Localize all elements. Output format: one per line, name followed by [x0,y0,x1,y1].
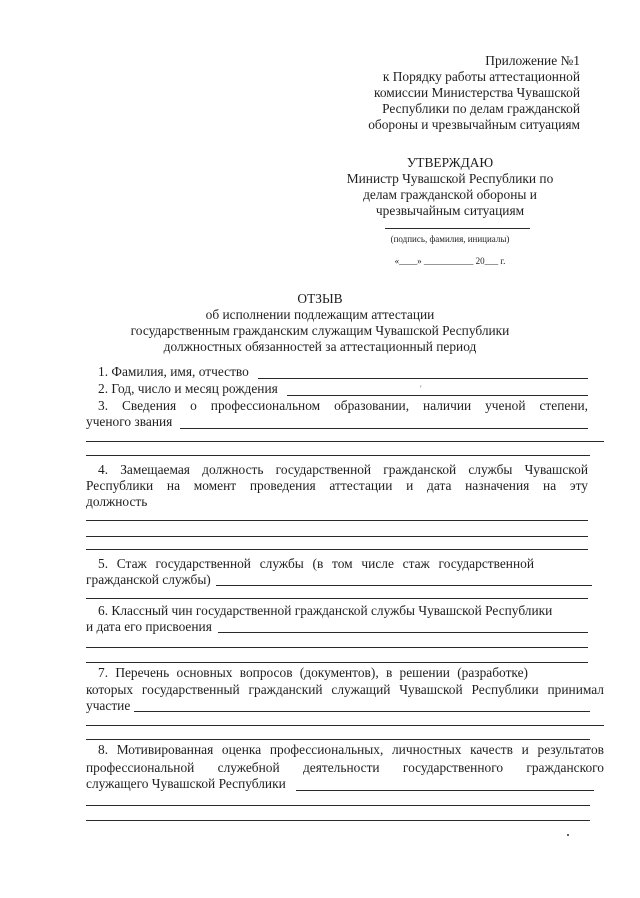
item-5-extra-line[interactable] [86,598,588,599]
doc-subtitle-3: должностных обязанностей за аттестационный период [163,339,477,354]
item-8-line-3: служащего Чувашской Республики [86,776,286,791]
signature-line [385,228,530,229]
item-4-field-3[interactable] [86,549,588,550]
item-4-line-1: 4. Замещаемая должность государственной гражданской службы Чувашской [98,462,588,477]
item-8-line-2: профессиональной служебной деятельности государственного гражданского [86,760,604,775]
item-4-line-2: Республики на момент проведения аттестации и дата назначения на эту [86,478,588,493]
item-7-line-2: которых государственный гражданский служащий Чувашской Республики принимал [86,682,604,697]
item-3-line-1: 3. Сведения о профессиональном образовании, наличии ученой степени, [98,398,588,413]
item-1-field[interactable] [258,378,588,379]
item-6-field[interactable] [218,632,588,633]
appendix-line-5: обороны и чрезвычайным ситуациям [368,117,580,132]
item-5-line-1: 5. Стаж государственной службы (в том числе стаж государственной [98,556,534,571]
appendix-line-3: комиссии Министерства Чувашской [374,85,580,100]
approve-title: УТВЕРЖДАЮ [406,155,494,170]
approve-line-1: Министр Чувашской Республики по [346,171,554,186]
doc-title: ОТЗЫВ [297,291,343,306]
item-4-field-1[interactable] [86,520,588,521]
scan-speck [567,834,569,836]
approve-line-2: делам гражданской обороны и [363,187,537,202]
item-5-field[interactable] [216,585,592,586]
item-5-line-2: гражданской службы) [86,572,211,587]
item-7-extra-line-2[interactable] [86,739,590,740]
item-6-extra-line-1[interactable] [86,647,588,648]
item-3-extra-line-1[interactable] [86,441,604,442]
item-2-field[interactable] [287,395,588,396]
item-4-field-2[interactable] [86,536,588,537]
item-8-line-1: 8. Мотивированная оценка профессиональных, личностных качеств и результатов [98,742,604,757]
item-3-extra-line-2[interactable] [86,455,590,456]
item-7-field[interactable] [134,711,590,712]
stray-mark: ʹ [420,384,422,393]
item-4-line-3: должность [86,494,148,509]
appendix-line-4: Республики по делам гражданской [382,101,580,116]
item-6-line-1: 6. Классный чин государственной гражданской службы Чувашской Республики [98,603,553,618]
item-7-extra-line-1[interactable] [86,725,604,726]
item-7-line-3: участие [86,698,131,713]
item-8-field[interactable] [296,790,594,791]
item-8-extra-line-1[interactable] [86,805,590,806]
item-6-extra-line-2[interactable] [86,662,588,663]
item-2-label: 2. Год, число и месяц рождения [98,381,278,396]
item-8-extra-line-2[interactable] [86,820,590,821]
signature-caption: (подпись, фамилия, инициалы) [390,234,510,244]
item-3-field[interactable] [180,428,588,429]
appendix-line-1: Приложение №1 [485,53,580,68]
doc-subtitle-2: государственным гражданским служащим Чувашской Республики [130,323,510,338]
appendix-line-2: к Порядку работы аттестационной [382,69,580,84]
doc-subtitle-1: об исполнении подлежащим аттестации [205,307,435,322]
item-7-line-1: 7. Перечень основных вопросов (документов), в решении (разработке) [98,665,528,680]
item-3-line-2: ученого звания [86,414,173,429]
item-6-line-2: и дата его присвоения [86,619,212,634]
approve-line-3: чрезвычайным ситуациям [375,203,525,218]
item-1-label: 1. Фамилия, имя, отчество [98,364,249,379]
approve-date: «____» ___________ 20___ г. [394,256,506,266]
